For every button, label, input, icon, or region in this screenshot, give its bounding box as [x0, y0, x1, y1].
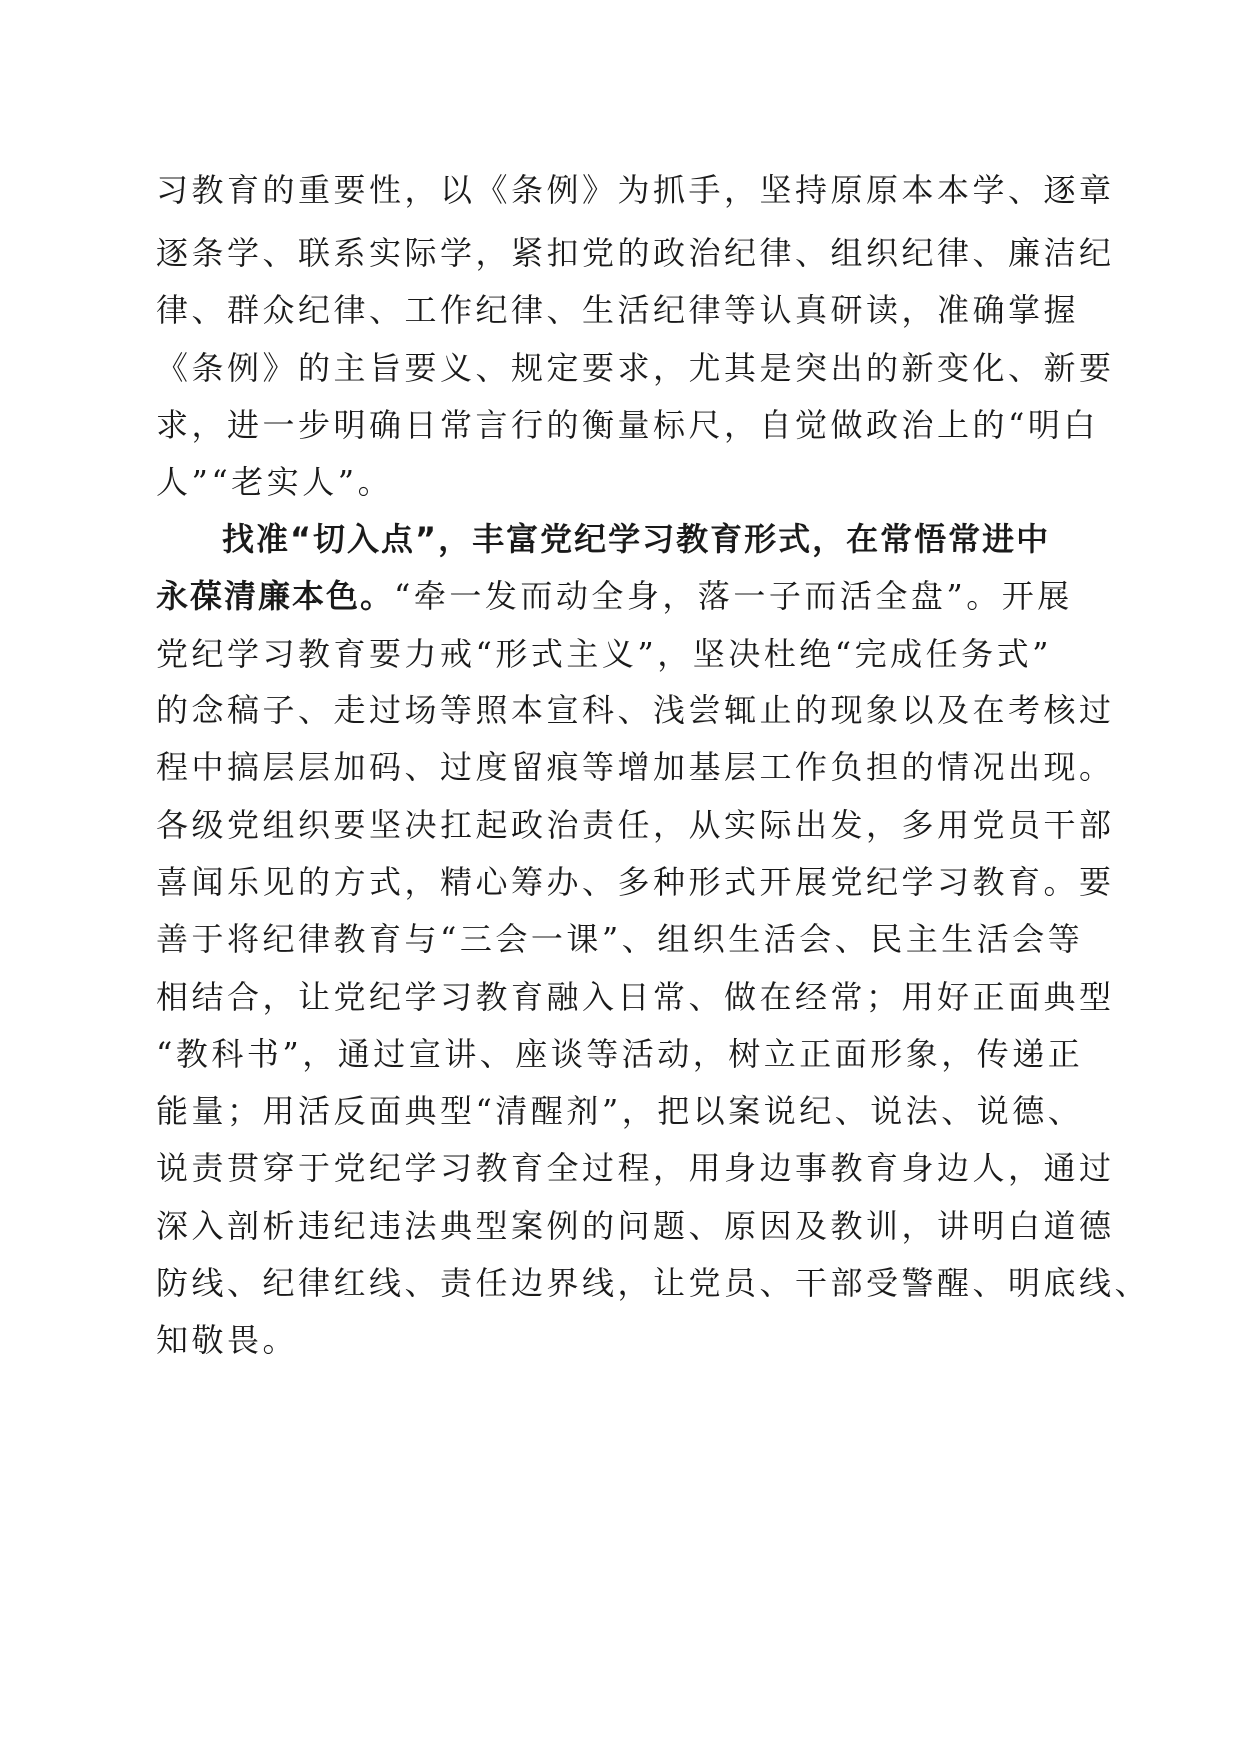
paragraph2-line-10: “教科书”，通过宣讲、座谈等活动，树立正面形象，传递正 [156, 1035, 1084, 1073]
paragraph2-line-4: 的念稿子、走过场等照本宣科、浅尝辄止的现象以及在考核过 [156, 691, 1115, 729]
paragraph2-line-9: 相结合，让党纪学习教育融入日常、做在经常；用好正面典型 [156, 978, 1115, 1016]
paragraph2-line-3: 党纪学习教育要力戒“形式主义”，坚决杜绝“完成任务式” [156, 635, 1052, 673]
paragraph2-heading-line-2: 永葆清廉本色。 [156, 577, 395, 615]
paragraph2-line-7: 喜闻乐见的方式，精心筹办、多种形式开展党纪学习教育。要 [156, 863, 1115, 901]
paragraph1-line-6: 人”“老实人”。 [156, 463, 394, 501]
paragraph2-line-8: 善于将纪律教育与“三会一课”、组织生活会、民主生活会等 [156, 920, 1084, 958]
paragraph2-line-12: 说责贯穿于党纪学习教育全过程，用身边事教育身边人，通过 [156, 1149, 1115, 1187]
paragraph2-line-15: 知敬畏。 [156, 1321, 299, 1359]
paragraph2-line-5: 程中搞层层加码、过度留痕等增加基层工作负担的情况出现。 [156, 748, 1115, 786]
paragraph1-line-4: 《条例》的主旨要义、规定要求，尤其是突出的新变化、新要 [156, 349, 1115, 387]
paragraph1-line-5: 求，进一步明确日常言行的衡量标尺，自觉做政治上的“明白 [156, 406, 1099, 444]
paragraph2-line-14: 防线、纪律红线、责任边界线，让党员、干部受警醒、明底线、 [156, 1264, 1151, 1302]
paragraph2-line-2 [156, 576, 1073, 616]
paragraph2-line-13: 深入剖析违纪违法典型案例的问题、原因及教训，讲明白道德 [156, 1207, 1115, 1245]
paragraph2-heading-line-1: 找准“切入点”，丰富党纪学习教育形式，在常悟常进中 [222, 520, 1051, 558]
paragraph1-line-2: 逐条学、联系实际学，紧扣党的政治纪律、组织纪律、廉洁纪 [156, 234, 1115, 272]
paragraph1-line-1: 习教育的重要性，以《条例》为抓手，坚持原原本本学、逐章 [156, 171, 1115, 209]
paragraph1-line-3: 律、群众纪律、工作纪律、生活纪律等认真研读，准确掌握 [156, 291, 1080, 329]
paragraph2-line-2-rest: “牵一发而动全身，落一子而活全盘”。开展 [394, 577, 1073, 615]
paragraph2-line-11: 能量；用活反面典型“清醒剂”，把以案说纪、说法、说德、 [156, 1092, 1084, 1130]
paragraph2-line-6: 各级党组织要坚决扛起政治责任，从实际出发，多用党员干部 [156, 806, 1115, 844]
